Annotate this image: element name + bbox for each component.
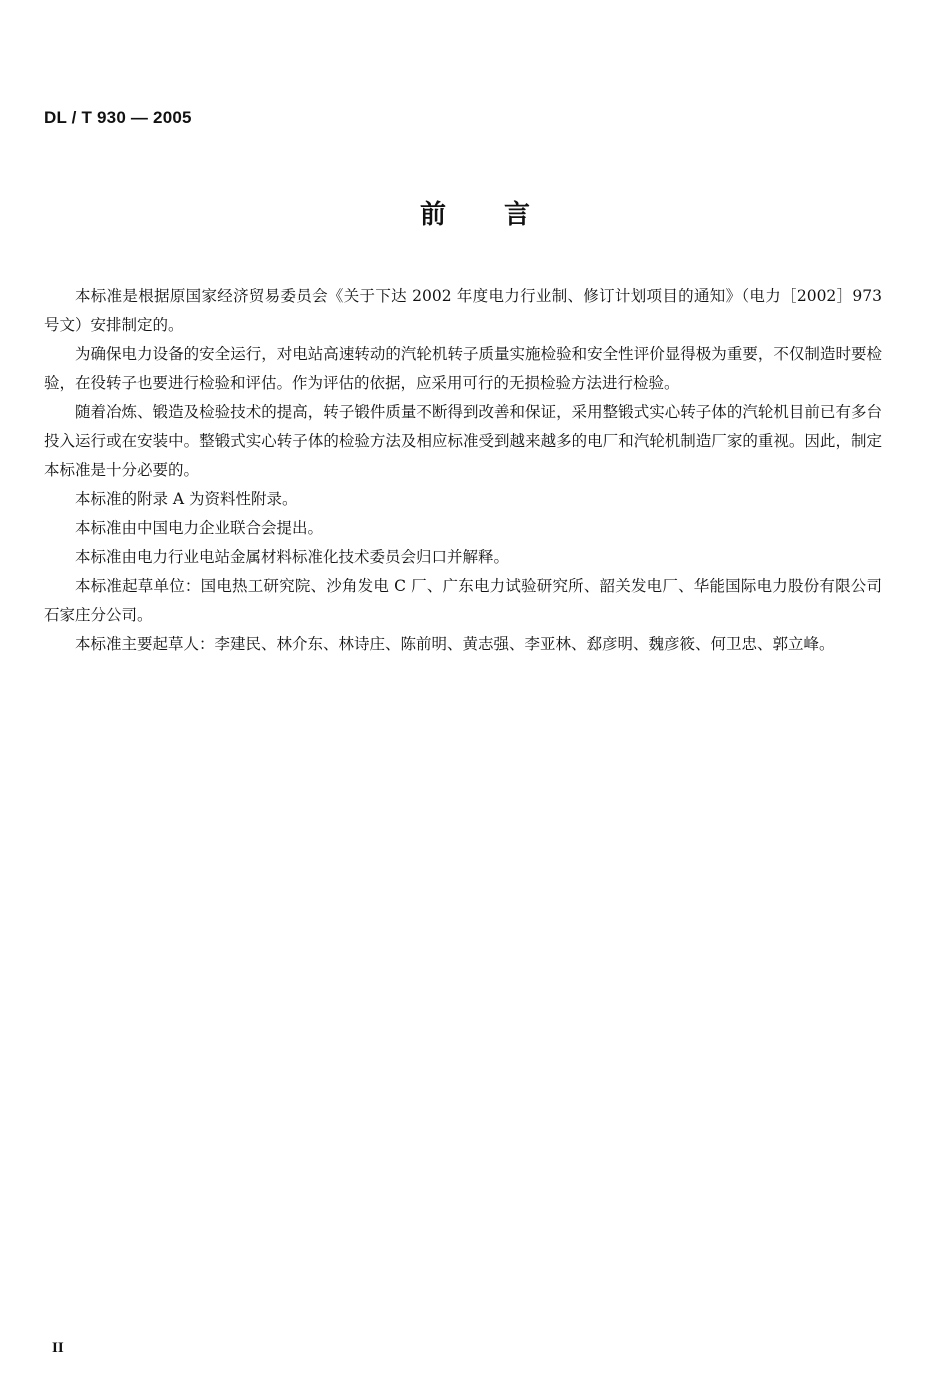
paragraph-drafting-units: 本标准起草单位：国电热工研究院、沙角发电 C 厂、广东电力试验研究所、韶关发电厂、华能国际电力股份有限公司石家庄分公司。: [44, 577, 882, 624]
paragraph-proposer: 本标准由中国电力企业联合会提出。: [75, 519, 324, 537]
preface-body: [44, 282, 882, 659]
page-number: II: [52, 1340, 64, 1356]
paragraph-drafters: 本标准主要起草人：李建民、林介东、林诗庄、陈前明、黄志强、李亚林、郄彦明、魏彦筱、何卫忠、郭立峰。: [75, 635, 835, 653]
paragraph-background: 随着冶炼、锻造及检验技术的提高，转子锻件质量不断得到改善和保证，采用整锻式实心转子体的汽轮机目前已有多台投入运行或在安装中。整锻式实心转子体的检验方法及相应标准受到越来越多的电厂和汽轮机制造厂家的重视。因此，制定本标准是十分必要的。: [44, 403, 882, 479]
paragraph-appendix: 本标准的附录 A 为资料性附录。: [75, 490, 298, 508]
paragraph-basis: 本标准是根据原国家经济贸易委员会《关于下达 2002 年度电力行业制、修订计划项目的通知》（电力［2002］973 号文）安排制定的。: [44, 287, 882, 334]
paragraph-committee: 本标准由电力行业电站金属材料标准化技术委员会归口并解释。: [75, 548, 510, 566]
paragraph-purpose: 为确保电力设备的安全运行，对电站高速转动的汽轮机转子质量实施检验和安全性评价显得极为重要，不仅制造时要检验，在役转子也要进行检验和评估。作为评估的依据，应采用可行的无损检验方法进行检验。: [44, 345, 882, 392]
page-title: 前言: [419, 200, 588, 230]
standard-code: DL / T 930 — 2005: [44, 108, 192, 127]
